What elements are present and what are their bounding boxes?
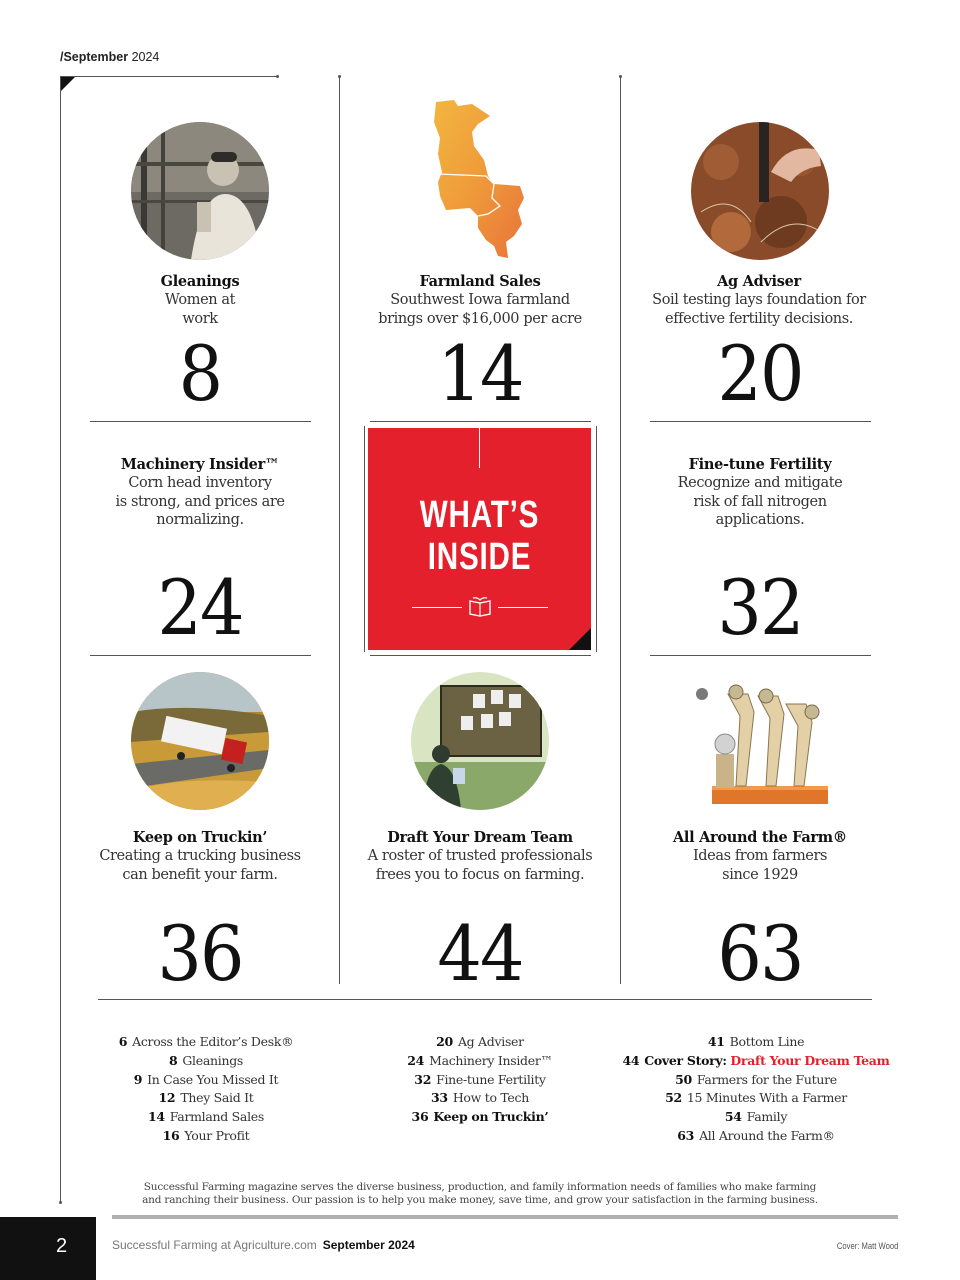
page-number-large: 8 [178,329,222,418]
feature-desc: work [182,310,218,327]
footer-issue: September 2024 [322,1238,415,1252]
row-rule-right-1 [650,421,871,422]
box-rule-right [498,607,548,608]
row-rule-mid-2 [370,655,591,656]
feature-desc: is strong, and prices are [115,493,285,510]
farmland-map-image [428,98,532,261]
truck-photo [131,672,269,810]
whats-inside-box [368,428,591,650]
feature-title: Gleanings [160,273,240,290]
feature-desc: brings over $16,000 per acre [378,310,582,327]
toc-column-1 [96,1033,316,1146]
footer-rule [112,1215,898,1219]
footer-publication [112,1238,415,1252]
feature-desc: A roster of trusted professionals [367,848,593,864]
rule-dot [619,75,622,78]
row-rule-left-1 [90,421,311,422]
feature-desc: Women at [164,292,236,308]
whats-inside-line1: WHAT’S [419,494,540,536]
toc-item-cover-story[interactable]: 44 Cover Story: Draft Your Dream Team [622,1052,890,1068]
box-top-tick [479,428,480,468]
toc-item[interactable]: 8 Gleanings [168,1052,244,1068]
feature-title: All Around the Farm® [672,829,848,846]
feature-keep-on-truckin[interactable] [90,829,310,884]
mission-statement [100,1181,860,1206]
column-divider-2 [620,76,621,984]
toc-item[interactable]: 16 Your Profit [162,1127,250,1143]
feature-gleanings[interactable] [90,273,310,328]
feature-desc: Creating a trucking business [99,848,301,864]
feature-title: Keep on Truckin’ [132,829,268,846]
toc-item[interactable]: 32 Fine-tune Fertility [414,1071,546,1087]
feature-title: Fine-tune Fertility [688,456,832,473]
page-number: 2 [56,1235,68,1257]
feature-desc: Corn head inventory [128,475,272,491]
box-side-right [596,426,597,652]
feature-desc: since 1929 [722,866,798,883]
feature-farmland-sales[interactable] [358,273,602,328]
toc-item[interactable]: 41 Bottom Line [707,1034,805,1049]
top-frame-rule [60,76,278,77]
toc-top-rule [98,999,872,1000]
left-frame-rule [60,76,61,1202]
feature-desc: risk of fall nitrogen [693,493,827,510]
page-number-large: 14 [437,329,523,418]
feature-desc: frees you to focus on farming. [375,866,585,883]
dream-team-illustration [411,672,549,810]
gleanings-photo [131,122,269,260]
issue-month: /September [60,50,129,64]
toc-item[interactable]: 20 Ag Adviser [436,1034,524,1049]
mission-line: Successful Farming magazine serves the diverse business, production, and family information needs of families who make farming [143,1181,817,1193]
feature-title: Farmland Sales [419,273,541,290]
page-number-large: 63 [717,909,803,998]
page-number-large: 20 [717,329,803,418]
feature-machinery-insider[interactable] [90,456,310,530]
feature-desc: Ideas from farmers [692,848,828,864]
row-rule-left-2 [90,655,311,656]
toc-item[interactable]: 12 They Said It [158,1090,254,1106]
toc-item[interactable]: 24 Machinery Insider™ [407,1052,553,1068]
row-rule-mid-1 [370,421,591,422]
feature-all-around-the-farm[interactable] [650,829,870,884]
page-number-large: 24 [157,563,243,652]
feature-title: Machinery Insider™ [120,456,280,473]
toc-item[interactable]: 52 15 Minutes With a Farmer [665,1090,847,1106]
publication-name[interactable]: Successful Farming at Agriculture.com [112,1238,317,1252]
toc-column-2 [370,1033,590,1127]
toc-item[interactable]: 33 How to Tech [431,1090,529,1106]
mission-line: and ranching their business. Our passion is to help you make money, save time, and grow your satisfaction in the farming business. [142,1193,818,1206]
feature-desc: Soil testing lays foundation for [652,292,866,308]
toc-item[interactable]: 6 Across the Editor’s Desk® [118,1034,294,1049]
toc-item[interactable]: 36 Keep on Truckin’ [411,1109,549,1125]
box-side-left [364,426,365,652]
feature-desc: normalizing. [156,512,244,528]
soil-photo [691,122,829,260]
toc-column-3 [608,1033,904,1146]
feature-fine-tune-fertility[interactable] [650,456,870,530]
toc-item[interactable]: 9 In Case You Missed It [133,1071,279,1087]
page-number-large: 44 [437,909,523,998]
corner-triangle [60,76,76,92]
page-number-box [0,1217,96,1280]
feature-ag-adviser[interactable] [636,273,882,328]
page-number-large: 36 [157,909,243,998]
toc-item[interactable]: 50 Farmers for the Future [675,1071,837,1087]
open-book-icon [467,595,493,617]
box-corner-triangle [569,628,591,650]
feature-title: Ag Adviser [717,273,801,290]
row-rule-right-2 [650,655,871,656]
rule-dot [276,75,279,78]
farm-gadget-illustration [688,682,830,806]
feature-title: Draft Your Dream Team [387,829,573,846]
feature-desc: effective fertility decisions. [665,310,853,327]
box-rule-left [412,607,462,608]
issue-date [60,50,159,64]
toc-item[interactable]: 14 Farmland Sales [147,1109,264,1125]
feature-desc: applications. [715,512,805,528]
whats-inside-line2: INSIDE [427,536,532,578]
toc-item[interactable]: 63 All Around the Farm® [677,1127,835,1143]
feature-desc: can benefit your farm. [122,866,278,883]
issue-year: 2024 [131,50,160,64]
feature-desc: Recognize and mitigate [677,475,843,491]
toc-item[interactable]: 54 Family [724,1109,788,1125]
feature-draft-dream-team[interactable] [352,829,608,884]
rule-dot [59,1201,62,1204]
rule-dot [338,75,341,78]
page-number-large: 32 [717,563,803,652]
cover-credit: Cover: Matt Wood [836,1241,898,1251]
feature-desc: Southwest Iowa farmland [390,292,570,308]
column-divider-1 [339,76,340,984]
